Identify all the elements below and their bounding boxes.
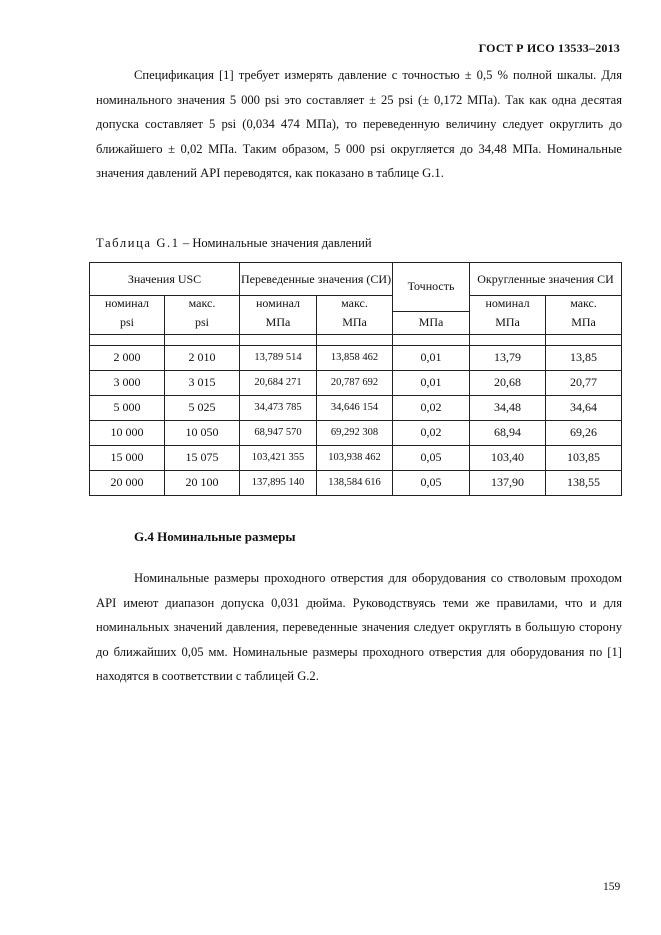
cell-usc-max: 15 075: [165, 445, 240, 470]
subheader-usc-max: макс.: [165, 296, 240, 312]
unit-accuracy: МПа: [393, 311, 470, 334]
cell-usc-max: 2 010: [165, 345, 240, 370]
section-title: G.4 Номинальные размеры: [134, 529, 296, 544]
cell-converted-max: 20,787 692: [317, 370, 393, 395]
unit-usc-max: psi: [165, 311, 240, 334]
paragraph-nominal-sizes: [96, 566, 622, 689]
table-caption-text: – Номинальные значения давлений: [179, 236, 372, 250]
table-row: [90, 370, 622, 395]
cell-usc-nominal: 3 000: [90, 370, 165, 395]
cell-rounded-max: 20,77: [546, 370, 622, 395]
cell-converted-max: 138,584 616: [317, 470, 393, 495]
cell-converted-nominal: 68,947 570: [240, 420, 317, 445]
cell-accuracy: 0,01: [393, 370, 470, 395]
cell-accuracy: 0,05: [393, 445, 470, 470]
cell-converted-nominal: 34,473 785: [240, 395, 317, 420]
table-row: [90, 420, 622, 445]
cell-usc-max: 10 050: [165, 420, 240, 445]
cell-usc-nominal: 15 000: [90, 445, 165, 470]
cell-usc-nominal: 5 000: [90, 395, 165, 420]
cell-converted-max: 13,858 462: [317, 345, 393, 370]
spacer-cell: [90, 334, 165, 345]
cell-converted-nominal: 103,421 355: [240, 445, 317, 470]
spacer-cell: [393, 334, 470, 345]
cell-rounded-nominal: 68,94: [470, 420, 546, 445]
subheader-converted-max: макс.: [317, 296, 393, 312]
cell-usc-max: 5 025: [165, 395, 240, 420]
spacer-cell: [165, 334, 240, 345]
cell-accuracy: 0,02: [393, 395, 470, 420]
page-number: 159: [603, 881, 621, 893]
cell-rounded-nominal: 137,90: [470, 470, 546, 495]
cell-converted-nominal: 137,895 140: [240, 470, 317, 495]
cell-converted-max: 69,292 308: [317, 420, 393, 445]
unit-usc-nominal: psi: [90, 311, 165, 334]
cell-rounded-max: 138,55: [546, 470, 622, 495]
table-row: [90, 445, 622, 470]
spacer-cell: [470, 334, 546, 345]
table-caption: [96, 236, 372, 251]
cell-rounded-nominal: 13,79: [470, 345, 546, 370]
table-row: [90, 395, 622, 420]
cell-usc-max: 3 015: [165, 370, 240, 395]
subheader-rounded-nominal: номинал: [470, 296, 546, 312]
paragraph-text: Номинальные размеры проходного отверстия для оборудования со стволовым проходом API имеют диапазон допуска 0,031 дюйма. Руководствуясь теми же правилами, что и для номинальных значений давления, переведенные значения следует округлять в большую сторону до ближайших 0,05 мм. Номинальные размеры проходного отверстия для оборудования по [1] находятся в соответствии с таблицей G.2.: [96, 571, 622, 684]
header-rounded-si: Округленные значения СИ: [470, 263, 622, 296]
unit-rounded-max: МПа: [546, 311, 622, 334]
table-row: [90, 345, 622, 370]
cell-usc-max: 20 100: [165, 470, 240, 495]
spacer-cell: [317, 334, 393, 345]
cell-converted-nominal: 20,684 271: [240, 370, 317, 395]
spacer-cell: [240, 334, 317, 345]
unit-rounded-nominal: МПа: [470, 311, 546, 334]
cell-converted-max: 103,938 462: [317, 445, 393, 470]
cell-rounded-max: 103,85: [546, 445, 622, 470]
cell-accuracy: 0,02: [393, 420, 470, 445]
table-row: [90, 470, 622, 495]
header-converted-si: Переведенные значения (СИ): [240, 263, 393, 296]
header-usc-values: Значения USC: [90, 263, 240, 296]
table-caption-prefix: Таблица G.1: [96, 236, 180, 250]
cell-rounded-max: 69,26: [546, 420, 622, 445]
cell-rounded-nominal: 20,68: [470, 370, 546, 395]
subheader-rounded-max: макс.: [546, 296, 622, 312]
unit-converted-max: МПа: [317, 311, 393, 334]
subheader-usc-nominal: номинал: [90, 296, 165, 312]
cell-usc-nominal: 20 000: [90, 470, 165, 495]
cell-rounded-max: 13,85: [546, 345, 622, 370]
subheader-converted-nominal: номинал: [240, 296, 317, 312]
cell-accuracy: 0,01: [393, 345, 470, 370]
cell-usc-nominal: 2 000: [90, 345, 165, 370]
cell-rounded-nominal: 103,40: [470, 445, 546, 470]
cell-converted-nominal: 13,789 514: [240, 345, 317, 370]
document-standard-header: ГОСТ Р ИСО 13533–2013: [478, 41, 620, 55]
cell-rounded-max: 34,64: [546, 395, 622, 420]
paragraph-text: Спецификация [1] требует измерять давление с точностью ± 0,5 % полной шкалы. Для номинального значения 5 000 psi это составляет ± 25 psi (± 0,172 МПа). Так как одна десятая допуска составляет 5 psi (0,034 474 МПа), то переведенную величину следует округлить до ближайшего ± 0,02 МПа. Таким образом, 5 000 psi округляется до 34,48 МПа. Номинальные значения давлений API переводятся, как показано в таблице G.1.: [96, 68, 622, 181]
spacer-cell: [546, 334, 622, 345]
cell-usc-nominal: 10 000: [90, 420, 165, 445]
cell-converted-max: 34,646 154: [317, 395, 393, 420]
pressure-values-table: [89, 262, 622, 496]
cell-accuracy: 0,05: [393, 470, 470, 495]
header-accuracy: Точность: [393, 263, 470, 312]
paragraph-pressure-spec: [96, 63, 622, 186]
cell-rounded-nominal: 34,48: [470, 395, 546, 420]
unit-converted-nominal: МПа: [240, 311, 317, 334]
